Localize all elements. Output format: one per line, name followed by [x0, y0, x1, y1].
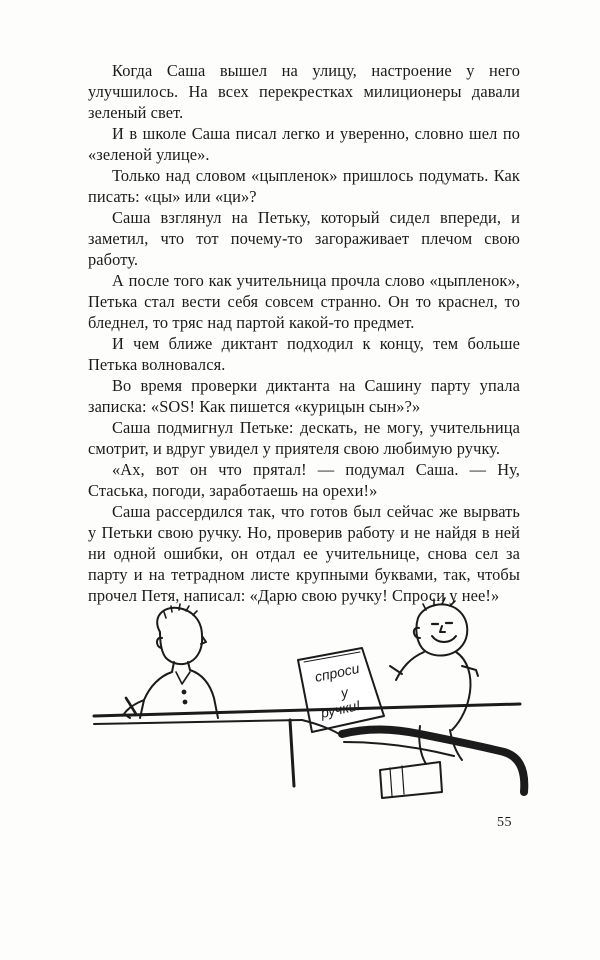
- left-boy-figure: [124, 604, 218, 718]
- story-text: [88, 60, 520, 606]
- paragraph-3: Только над словом «цыпленок» пришлось подумать. Как писать: «цы» или «ци»?: [88, 166, 520, 206]
- paragraph-8: Саша подмигнул Петьке: дескать, не могу, учительница смотрит, и вдруг увидел у приятеля свою любимую ручку.: [88, 418, 520, 458]
- sign-text-line1: спроси: [313, 659, 361, 685]
- classroom-illustration: [90, 596, 530, 806]
- paragraph-6: И чем ближе диктант подходил к концу, тем больше Петька волновался.: [88, 334, 520, 374]
- sign-text-line2: у: [339, 683, 350, 701]
- sign-text-line3: ручки!: [319, 696, 362, 721]
- paragraph-9: «Ах, вот он что прятал! — подумал Саша. — Ну, Стаська, погоди, заработаешь на орехи!»: [88, 460, 520, 500]
- paragraph-5: А после того как учительница прочла слово «цыпленок», Петька стал вести себя совсем странно. Он то краснел, то бледнел, то тряс над партой какой-то предмет.: [88, 271, 520, 332]
- paragraph-10: Саша рассердился так, что готов был сейчас же вырвать у Петьки свою ручку. Но, проверив работу и не найдя в ней ни одной ошибки, он отдал ее учительнице, снова сел за парту и на тетрадном листе крупными буквами, так, чтобы прочел Петя, написал: «Дарю свою ручку! Спроси у нее!»: [88, 502, 520, 605]
- paragraph-1: Когда Саша вышел на улицу, настроение у него улучшилось. На всех перекрестках милиционеры давали зеленый свет.: [88, 61, 520, 122]
- paragraph-7: Во время проверки диктанта на Сашину парту упала записка: «SOS! Как пишется «курицын сын»?»: [88, 376, 520, 416]
- paragraph-4: Саша взглянул на Петьку, который сидел впереди, и заметил, что тот почему-то загораживает плечом свою работу.: [88, 208, 520, 269]
- paragraph-2: И в школе Саша писал легко и уверенно, словно шел по «зеленой улице».: [88, 124, 520, 164]
- page-number: 55: [497, 815, 512, 830]
